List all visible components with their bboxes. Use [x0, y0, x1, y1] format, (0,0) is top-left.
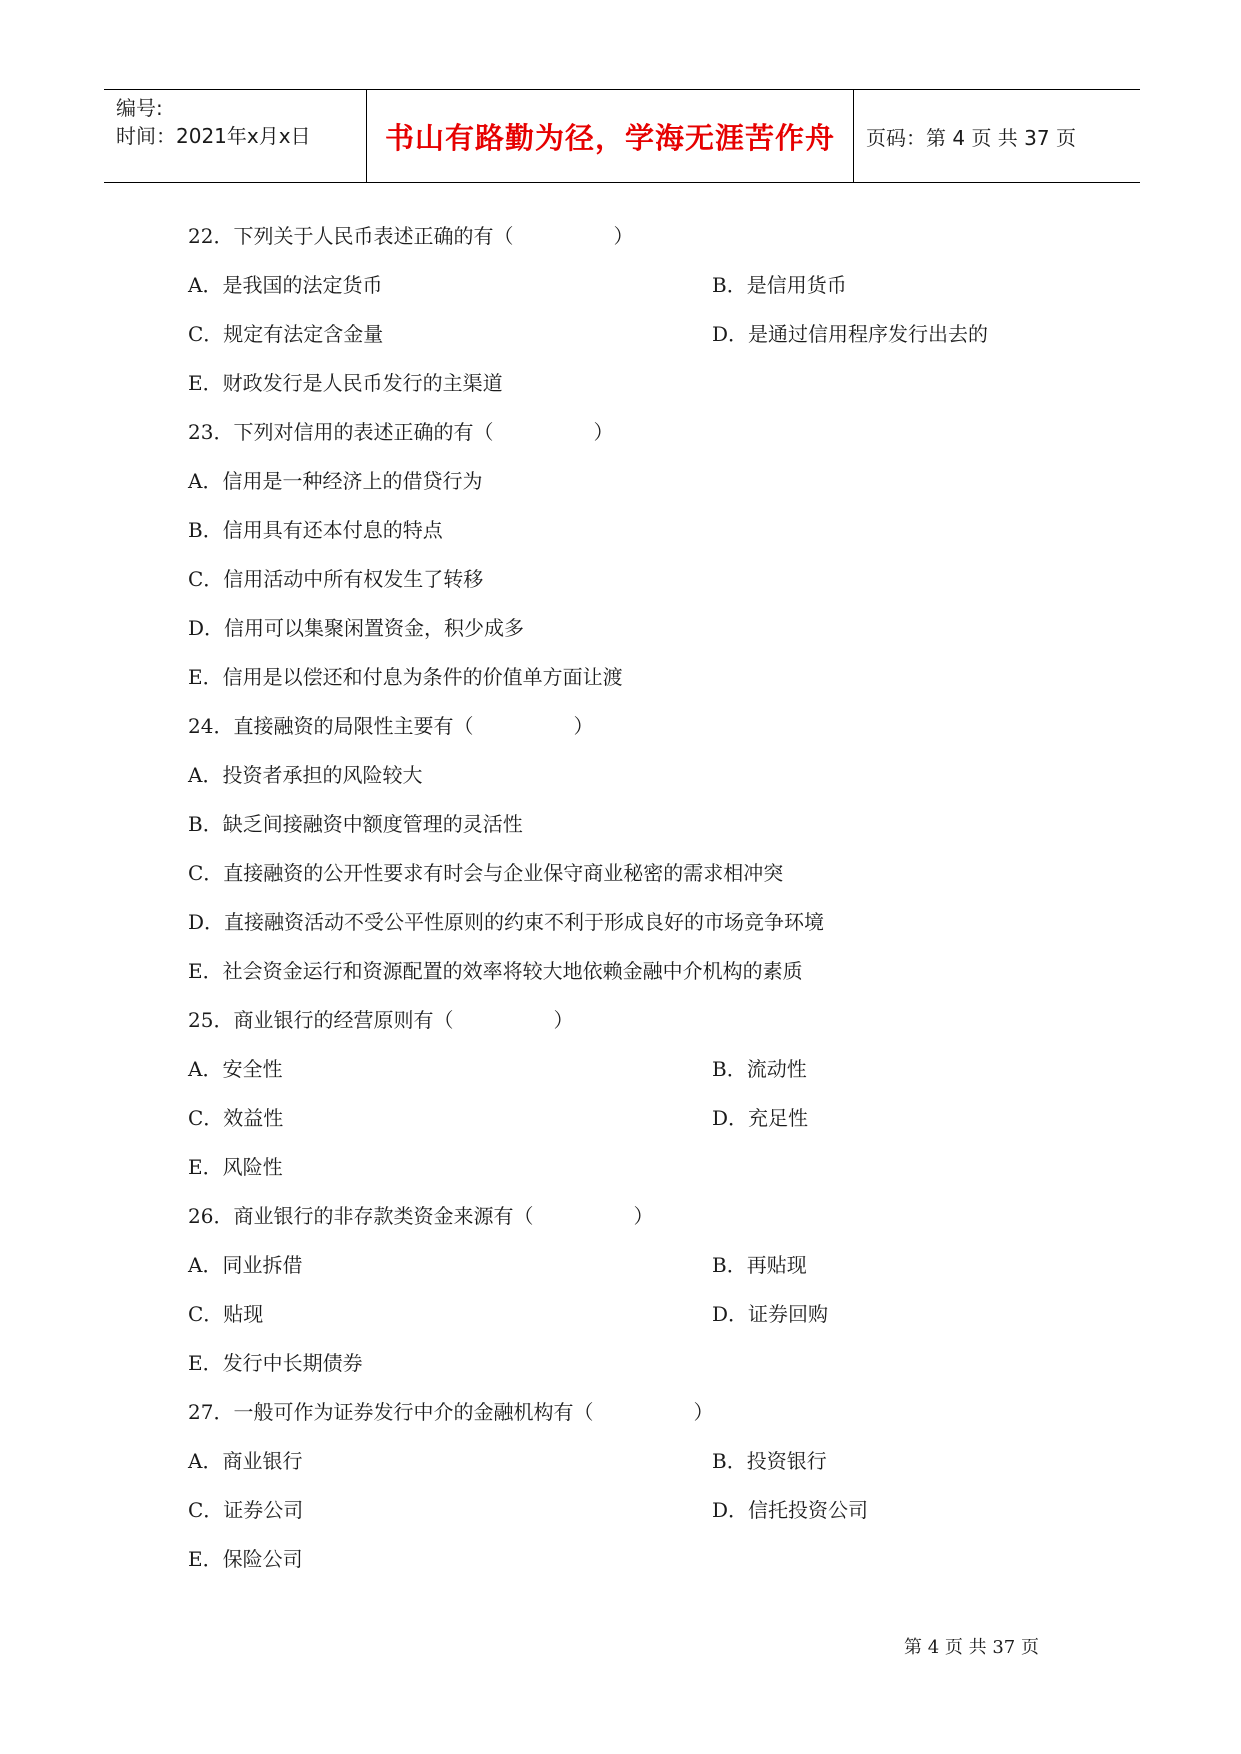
option-text: A．投资者承担的风险较大	[188, 763, 423, 787]
option-text: C．直接融资的公开性要求有时会与企业保守商业秘密的需求相冲突	[188, 861, 784, 885]
option-text: B．流动性	[712, 1057, 807, 1081]
option-text: D．信用可以集聚闲置资金，积少成多	[188, 616, 525, 640]
page-footer: 第 4 页 共 37 页	[904, 1637, 1039, 1658]
option-text: B．再贴现	[712, 1253, 807, 1277]
option-text: B．信用具有还本付息的特点	[188, 518, 443, 542]
question-text: 23．下列对信用的表述正确的有（ ）	[188, 420, 614, 444]
option-text: B．缺乏间接融资中额度管理的灵活性	[188, 812, 523, 836]
option-text: E．发行中长期债券	[188, 1351, 363, 1375]
option-text: E．风险性	[188, 1155, 283, 1179]
option-text: A．同业拆借	[188, 1253, 303, 1277]
option-text: D．直接融资活动不受公平性原则的约束不利于形成良好的市场竞争环境	[188, 910, 825, 934]
option-text: E．社会资金运行和资源配置的效率将较大地依赖金融中介机构的素质	[188, 959, 803, 983]
question-text: 24．直接融资的局限性主要有（ ）	[188, 714, 594, 738]
option-text: B．是信用货币	[712, 273, 847, 297]
header-meta	[104, 90, 367, 182]
option-text: D．充足性	[712, 1106, 809, 1130]
option-text: C．效益性	[188, 1106, 284, 1130]
question-text: 26．商业银行的非存款类资金来源有（ ）	[188, 1204, 654, 1228]
header-page-info: 页码：第 4 页 共 37 页	[866, 125, 1076, 150]
header-motto: 书山有路勤为径，学海无涯苦作舟	[367, 90, 854, 182]
question-text: 27．一般可作为证券发行中介的金融机构有（ ）	[188, 1400, 714, 1424]
option-text: E．财政发行是人民币发行的主渠道	[188, 371, 503, 395]
option-text: C．证券公司	[188, 1498, 304, 1522]
option-text: D．证券回购	[712, 1302, 829, 1326]
option-text: E．信用是以偿还和付息为条件的价值单方面让渡	[188, 665, 623, 689]
option-text: C．规定有法定含金量	[188, 322, 384, 346]
option-text: A．商业银行	[188, 1449, 303, 1473]
option-text: B．投资银行	[712, 1449, 827, 1473]
option-text: C．信用活动中所有权发生了转移	[188, 567, 484, 591]
option-text: A．安全性	[188, 1057, 283, 1081]
document-time-label: 时间：2021年x月x日	[116, 124, 311, 148]
option-text: A．是我国的法定货币	[188, 273, 383, 297]
page-header	[104, 89, 1140, 183]
option-text: C．贴现	[188, 1302, 264, 1326]
option-text: E．保险公司	[188, 1547, 303, 1571]
option-text: D．是通过信用程序发行出去的	[712, 322, 989, 346]
option-text: A．信用是一种经济上的借贷行为	[188, 469, 483, 493]
document-number-label: 编号:	[116, 96, 163, 120]
option-text: D．信托投资公司	[712, 1498, 869, 1522]
question-text: 25．商业银行的经营原则有（ ）	[188, 1008, 574, 1032]
question-text: 22．下列关于人民币表述正确的有（ ）	[188, 224, 634, 248]
